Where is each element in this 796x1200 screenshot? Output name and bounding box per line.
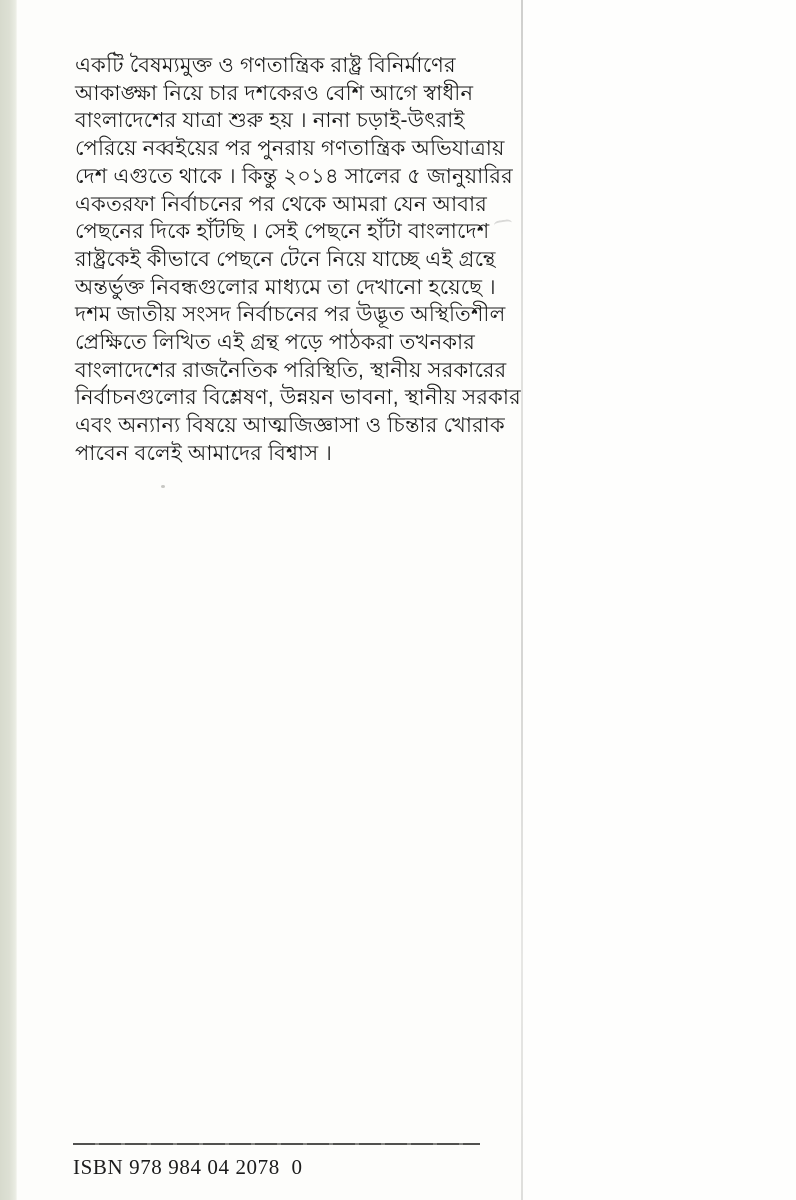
scan-speck: [161, 485, 165, 488]
isbn-block: [73, 1143, 483, 1180]
isbn-number: ISBN 978 984 04 2078 0: [73, 1155, 303, 1179]
scan-light-zone: [523, 0, 796, 1200]
paragraph-line: আকাঙ্ক্ষা নিয়ে চার দশকেরও বেশি আগে স্বাধীন: [75, 81, 474, 105]
page-left-edge-shadow: [0, 0, 17, 1200]
paragraph-line: একতরফা নির্বাচনের পর থেকে আমরা যেন আবার: [75, 192, 488, 216]
paragraph-line: পেরিয়ে নব্বইয়ের পর পুনরায় গণতান্ত্রিক অভিযাত্রায়: [75, 137, 505, 161]
isbn-divider-rule: [73, 1143, 480, 1145]
page-fold-crease: [521, 0, 523, 1200]
paragraph-line: পেছনের দিকে হাঁটছি । সেই পেছনে হাঁটা বাংলাদেশ: [75, 220, 490, 244]
paragraph-line: এবং অন্যান্য বিষয়ে আত্মজিজ্ঞাসা ও চিন্তার খোরাক: [75, 414, 505, 438]
paragraph-line: অন্তর্ভুক্ত নিবন্ধগুলোর মাধ্যমে তা দেখানো হয়েছে ।: [75, 275, 496, 299]
paragraph-line: বাংলাদেশের রাজনৈতিক পরিস্থিতি, স্থানীয় সরকারের: [75, 358, 507, 382]
paragraph-line: নির্বাচনগুলোর বিশ্লেষণ, উন্নয়ন ভাবনা, স্থানীয় সরকার: [75, 386, 521, 410]
paragraph-line: পাবেন বলেই আমাদের বিশ্বাস ।: [75, 441, 333, 465]
back-flap-paragraph: [75, 52, 521, 468]
paragraph-line: প্রেক্ষিতে লিখিত এই গ্রন্থ পড়ে পাঠকরা তখনকার: [75, 331, 476, 355]
paragraph-line: দেশ এগুতে থাকে । কিন্তু ২০১৪ সালের ৫ জানুয়ারির: [75, 164, 513, 188]
paragraph-line: রাষ্ট্রকেই কীভাবে পেছনে টেনে নিয়ে যাচ্ছে এই গ্রন্থে: [75, 247, 496, 271]
paragraph-line: বাংলাদেশের যাত্রা শুরু হয় । নানা চড়াই-উৎরাই: [75, 109, 465, 133]
paragraph-line: দশম জাতীয় সংসদ নির্বাচনের পর উদ্ভূত অস্থিতিশীল: [75, 303, 506, 327]
paragraph-line: একটি বৈষম্যমুক্ত ও গণতান্ত্রিক রাষ্ট্র বিনির্মাণের: [75, 54, 456, 77]
scan-smudge: [494, 219, 513, 229]
